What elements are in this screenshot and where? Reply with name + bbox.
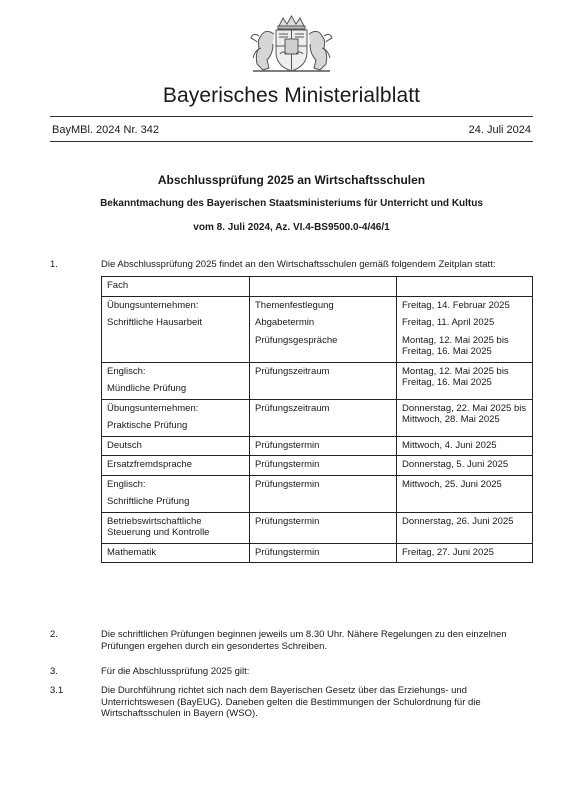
table-cell-datum: Freitag, 14. Februar 2025 Freitag, 11. April 2025 Montag, 12. Mai 2025 bis Freitag, 16. Mai 2025 xyxy=(397,296,533,362)
exam-schedule-table xyxy=(101,276,533,563)
announcement-subtitle: Bekanntmachung des Bayerischen Staatsministeriums für Unterricht und Kultus xyxy=(100,198,483,209)
table-cell-fach: Übungsunternehmen: Praktische Prüfung xyxy=(102,399,250,436)
table-header-row xyxy=(102,277,533,297)
table-cell-fach: Ersatzfremdsprache xyxy=(102,456,250,476)
table-row xyxy=(102,296,533,362)
table-row xyxy=(102,475,533,512)
table-cell-datum: Donnerstag, 5. Juni 2025 xyxy=(397,456,533,476)
header-cell-datum xyxy=(397,277,533,297)
table-cell-fach: Englisch: Mündliche Prüfung xyxy=(102,362,250,399)
table-cell-fach: Mathematik xyxy=(102,543,250,563)
table-cell-fach: Englisch: Schriftliche Prüfung xyxy=(102,475,250,512)
header-bottom-rule xyxy=(50,141,533,142)
table-cell-datum: Montag, 12. Mai 2025 bis Freitag, 16. Mai 2025 xyxy=(397,362,533,399)
table-cell-art: Prüfungstermin xyxy=(250,456,397,476)
table-cell-art: Prüfungszeitraum xyxy=(250,399,397,436)
table-cell-datum: Mittwoch, 25. Juni 2025 xyxy=(397,475,533,512)
table-cell-datum: Freitag, 27. Juni 2025 xyxy=(397,543,533,563)
section-text: Die Durchführung richtet sich nach dem Bayerischen Gesetz über das Erziehungs- und Unterrichtswesen (BayEUG). Daneben gelten die Bestimmungen der Schulordnung für die Wirtschaftsschulen in Bayern (WSO). xyxy=(101,685,481,719)
section-text: Die Abschlussprüfung 2025 findet an den Wirtschaftsschulen gemäß folgendem Zeitplan statt: xyxy=(101,259,496,270)
table-cell-fach: Übungsunternehmen: Schriftliche Hausarbeit xyxy=(102,296,250,362)
section-text: Die schriftlichen Prüfungen beginnen jeweils um 8.30 Uhr. Nähere Regelungen zu den einzelnen Prüfungen ergehen durch ein gesondertes Schreiben. xyxy=(101,629,507,652)
table-cell-art: Prüfungstermin xyxy=(250,475,397,512)
table-cell-fach: Deutsch xyxy=(102,436,250,456)
table-cell-datum: Donnerstag, 22. Mai 2025 bis Mittwoch, 28. Mai 2025 xyxy=(397,399,533,436)
table-row xyxy=(102,543,533,563)
table-row xyxy=(102,399,533,436)
header-cell-fach: Fach xyxy=(102,277,250,297)
announcement-reference: vom 8. Juli 2024, Az. VI.4-BS9500.0-4/46/1 xyxy=(193,222,390,233)
announcement-title: Abschlussprüfung 2025 an Wirtschaftsschulen xyxy=(157,173,426,187)
table-cell-art: Prüfungszeitraum xyxy=(250,362,397,399)
table-cell-art: Prüfungstermin xyxy=(250,543,397,563)
header-cell-art xyxy=(250,277,397,297)
masthead-title: Bayerisches Ministerialblatt xyxy=(162,84,421,107)
table-row xyxy=(102,456,533,476)
section-text: Für die Abschlussprüfung 2025 gilt: xyxy=(101,666,250,677)
table-cell-fach: Betriebswirtschaftliche Steuerung und Kontrolle xyxy=(102,512,250,543)
table-cell-datum: Mittwoch, 4. Juni 2025 xyxy=(397,436,533,456)
issue-number: BayMBl. 2024 Nr. 342 xyxy=(52,124,160,136)
section-number: 3.1 xyxy=(50,685,64,696)
table-cell-art: Themenfestlegung Abgabetermin Prüfungsgespräche xyxy=(250,296,397,362)
issue-date: 24. Juli 2024 xyxy=(468,124,531,136)
section-number: 1. xyxy=(50,259,58,270)
section-number: 2. xyxy=(50,629,58,640)
table-cell-art: Prüfungstermin xyxy=(250,436,397,456)
table-row xyxy=(102,362,533,399)
table-cell-datum: Donnerstag, 26. Juni 2025 xyxy=(397,512,533,543)
header-top-rule xyxy=(50,116,533,117)
table-row xyxy=(102,512,533,543)
table-cell-art: Prüfungstermin xyxy=(250,512,397,543)
section-number: 3. xyxy=(50,666,58,677)
table-row xyxy=(102,436,533,456)
bavarian-coat-of-arms-icon xyxy=(243,14,340,74)
